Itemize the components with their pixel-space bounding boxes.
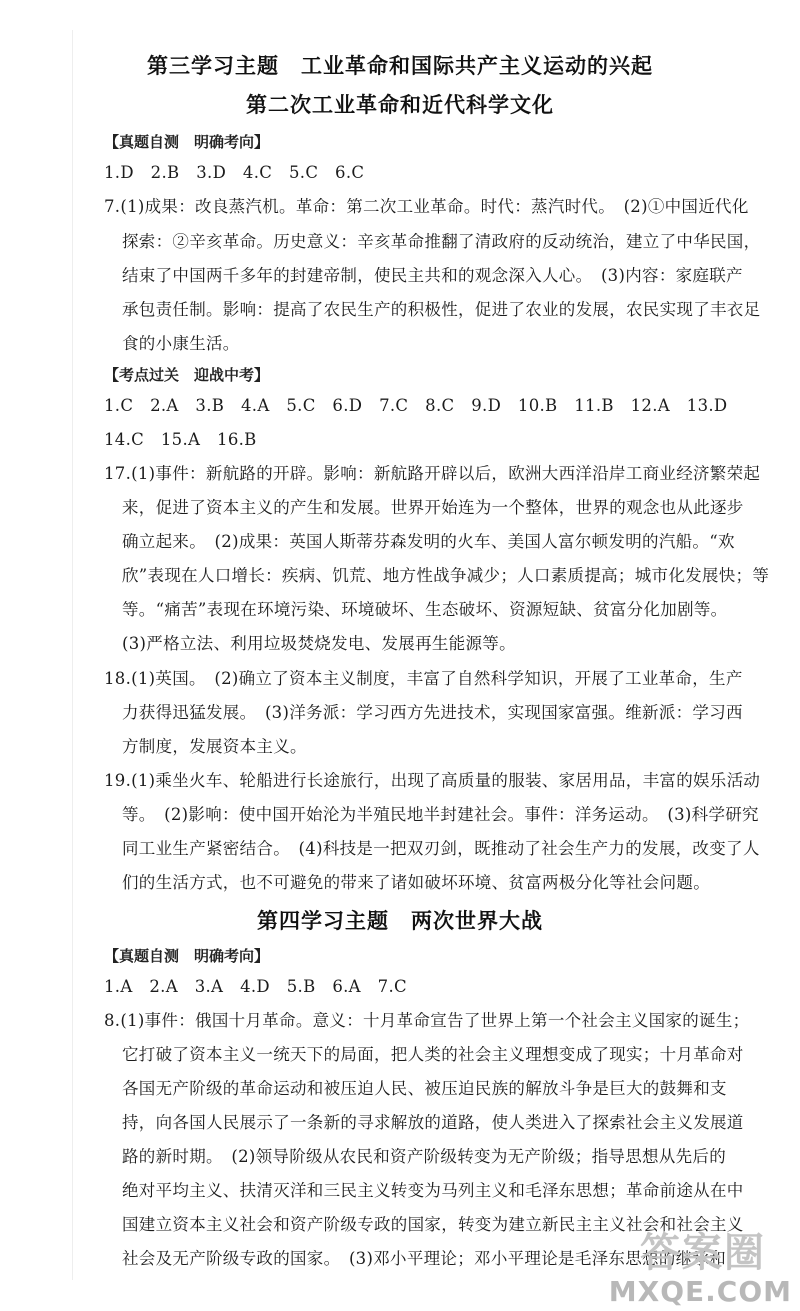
- q7-line-3: 结束了中国两千多年的封建帝制，使民主共和的观念深入人心。 (3)内容：家庭联产: [122, 266, 743, 285]
- watermark-logo-text: 答案圈: [640, 1230, 766, 1276]
- q8-line-4: 持，向各国人民展示了一条新的寻求解放的道路，使人类进入了探索社会主义发展道: [122, 1113, 744, 1132]
- q8-line-3: 各国无产阶级的革命运动和被压迫人民、被压迫民族的解放斗争是巨大的鼓舞和支: [122, 1079, 727, 1098]
- q8-line-2: 它打破了资本主义一统天下的局面，把人类的社会主义理想变成了现实；十月革命对: [122, 1045, 744, 1064]
- q8-line-8: 社会及无产阶级专政的国家。 (3)邓小平理论；邓小平理论是毛泽东思想的继承和: [122, 1249, 727, 1268]
- q18-line-3: 方制度，发展资本主义。: [122, 737, 307, 756]
- q7-line-1: 7.(1)成果：改良蒸汽机。革命：第二次工业革命。时代：蒸汽时代。 (2)①中国近代化: [104, 197, 749, 216]
- page-margin-rule: [72, 30, 73, 1280]
- q17-line-3: 确立起来。 (2)成果：英国人斯蒂芬森发明的火车、美国人富尔顿发明的汽船。“欢: [122, 532, 735, 551]
- q8-line-1: 8.(1)事件：俄国十月革命。意义：十月革命宣告了世界上第一个社会主义国家的诞生；: [104, 1011, 750, 1030]
- section-label-2: 【考点过关 迎战中考】: [104, 366, 270, 384]
- q17-line-2: 来，促进了资本主义的产生和发展。世界开始连为一个整体，世界的观念也从此逐步: [122, 498, 744, 517]
- q17-line-6: (3)严格立法、利用垃圾焚烧发电、发展再生能源等。: [122, 634, 516, 653]
- choice-answers-2b: 14.C 15.A 16.B: [104, 430, 257, 449]
- q17-line-1: 17.(1)事件：新航路的开辟。影响：新航路开辟以后，欧洲大西洋沿岸工商业经济繁荣起: [104, 464, 761, 483]
- theme3-title: 第三学习主题 工业革命和国际共产主义运动的兴起: [147, 54, 653, 78]
- q19-line-3: 同工业生产紧密结合。 (4)科技是一把双刃剑，既推动了社会生产力的发展，改变了人: [122, 839, 760, 858]
- theme4-title: 第四学习主题 两次世界大战: [257, 909, 543, 933]
- watermark-site-text: MXQE.COM: [608, 1275, 792, 1308]
- q19-line-2: 等。 (2)影响：使中国开始沦为半殖民地半封建社会。事件：洋务运动。 (3)科学研究: [122, 805, 759, 824]
- q7-line-4: 承包责任制。影响：提高了农民生产的积极性，促进了农业的发展，农民实现了丰衣足: [122, 300, 761, 319]
- q17-line-5: 等。“痛苦”表现在环境污染、环境破坏、生态破坏、资源短缺、贫富分化加剧等。: [122, 600, 728, 619]
- q18-line-1: 18.(1)英国。 (2)确立了资本主义制度，丰富了自然科学知识，开展了工业革命，生产: [104, 669, 743, 688]
- section-label-3: 【真题自测 明确考向】: [104, 947, 270, 965]
- q19-line-1: 19.(1)乘坐火车、轮船进行长途旅行，出现了高质量的服装、家居用品，丰富的娱乐活动: [104, 771, 761, 790]
- choice-answers-3: 1.A 2.A 3.A 4.D 5.B 6.A 7.C: [104, 977, 407, 996]
- q8-line-6: 绝对平均主义、扶清灭洋和三民主义转变为马列主义和毛泽东思想；革命前途从在中: [122, 1181, 744, 1200]
- lesson-title: 第二次工业革命和近代科学文化: [246, 93, 554, 117]
- q8-line-5: 路的新时期。 (2)领导阶级从农民和资产阶级转变为无产阶级；指导思想从先后的: [122, 1147, 727, 1166]
- q18-line-2: 力获得迅猛发展。 (3)洋务派：学习西方先进技术，实现国家富强。维新派：学习西: [122, 703, 743, 722]
- q19-line-4: 们的生活方式，也不可避免的带来了诸如破坏环境、贫富两极分化等社会问题。: [122, 873, 710, 892]
- choice-answers-2a: 1.C 2.A 3.B 4.A 5.C 6.D 7.C 8.C 9.D 10.B 11.B 12.A 13.D: [104, 396, 728, 415]
- choice-answers-1: 1.D 2.B 3.D 4.C 5.C 6.C: [104, 163, 365, 182]
- site-watermark: [560, 1218, 800, 1310]
- q17-line-4: 欣”表现在人口增长：疾病、饥荒、地方性战争减少；人口素质提高；城市化发展快；等: [122, 566, 770, 585]
- q7-line-5: 食的小康生活。: [122, 334, 240, 353]
- q8-line-7: 国建立资本主义社会和资产阶级专政的国家，转变为建立新民主主义社会和社会主义: [122, 1215, 744, 1234]
- section-label-1: 【真题自测 明确考向】: [104, 133, 270, 151]
- q7-line-2: 探索：②辛亥革命。历史意义：辛亥革命推翻了清政府的反动统治，建立了中华民国，: [122, 232, 761, 251]
